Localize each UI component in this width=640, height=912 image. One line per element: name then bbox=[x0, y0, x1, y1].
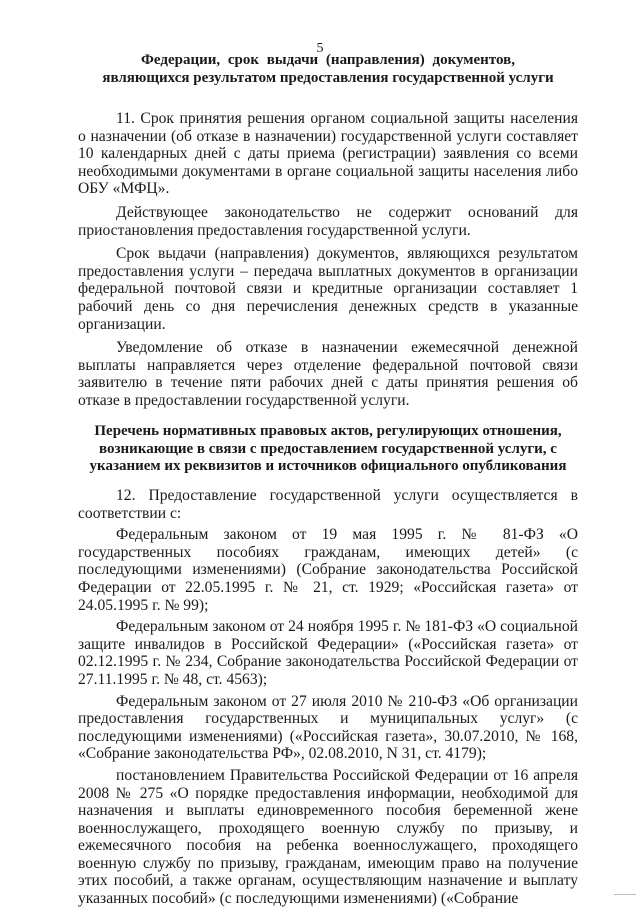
section-body-deadlines bbox=[78, 110, 578, 416]
heading-line: возникающие в связи с предоставлением государственной услуги, с bbox=[99, 440, 557, 457]
paragraph: Срок выдачи (направления) документов, являющихся результатом предоставления услуги – передача выплатных документов в организации федеральной почтовой связи и кредитные организации составляет 1 рабочий день со дня перечисления денежных средств в указанные организации. bbox=[78, 245, 578, 333]
legal-act-item: Федеральным законом от 27 июля 2010 № 210-ФЗ «Об организации предоставления государственных и муниципальных услуг» (с последующими изменениями) («Российская газета», 30.07.2010, № 168, «Собрание законодательства РФ», 02.08.2010, N 31, ст. 4179); bbox=[78, 692, 578, 763]
section-heading-legal-acts bbox=[78, 423, 578, 476]
heading-line: Перечень нормативных правовых актов, регулирующих отношения, bbox=[94, 423, 562, 439]
legal-act-item: Федеральным законом от 24 ноября 1995 г. № 181-ФЗ «О социальной защите инвалидов в Российской Федерации» («Российская газета» от 02.12.1995 г. № 234, Собрание законодательства Российской Федерации от 27.11.1995 г. № 48, ст. 4563); bbox=[78, 618, 578, 688]
legal-act-item: постановлением Правительства Российской Федерации от 16 апреля 2008 № 275 «О порядке предоставления информации, необходимой для назначения и выплаты единовременного пособия беременной жене военнослужащего, проходящего военную службу по призыву, и ежемесячного пособия на ребенка военнослужащего, проходящего военную службу по призыву, гражданам, имеющим право на получение этих пособий, а также органам, осуществляющим назначение и выплату указанных пособий» (с последующими изменениями) («Собрание bbox=[78, 766, 578, 908]
paragraph-item-11: 11. Срок принятия решения органом социальной защиты населения о назначении (об отказе в назначении) государственной услуги составляет 10 календарных дней с даты приема (регистрации) заявления со всеми необходимыми документами в органе социальной защиты населения либо ОБУ «МФЦ». bbox=[78, 110, 578, 198]
scan-margin-mark bbox=[614, 894, 636, 899]
paragraph: Уведомление об отказе в назначении ежемесячной денежной выплаты направляется через отделение федеральной почтовой связи заявителю в течение пяти рабочих дней с даты принятия решения об отказе в предоставлении государственной услуги. bbox=[78, 339, 578, 409]
paragraph-item-12: 12. Предоставление государственной услуги осуществляется в соответствии с: bbox=[78, 487, 578, 522]
paragraph: Действующее законодательство не содержит оснований для приостановления предоставления государственной услуги. bbox=[78, 203, 578, 239]
section-body-legal-acts bbox=[78, 487, 578, 912]
section-heading-deadlines bbox=[78, 52, 578, 87]
page-number: 5 bbox=[316, 41, 324, 56]
heading-line: Федерации, срок выдачи (направления) документов, bbox=[141, 52, 515, 68]
heading-line: являющихся результатом предоставления государственной услуги bbox=[102, 69, 554, 86]
legal-act-item: Федеральным законом от 19 мая 1995 г. № 81-ФЗ «О государственных пособиях гражданам, имеющих детей» (с последующими изменениями) (Собрание законодательства Российской Федерации от 22.05.1995 г. № 21, ст. 1929; «Российская газета» от 24.05.1995 г. № 99); bbox=[78, 526, 578, 614]
heading-line: указанием их реквизитов и источников официального опубликования bbox=[89, 458, 567, 475]
